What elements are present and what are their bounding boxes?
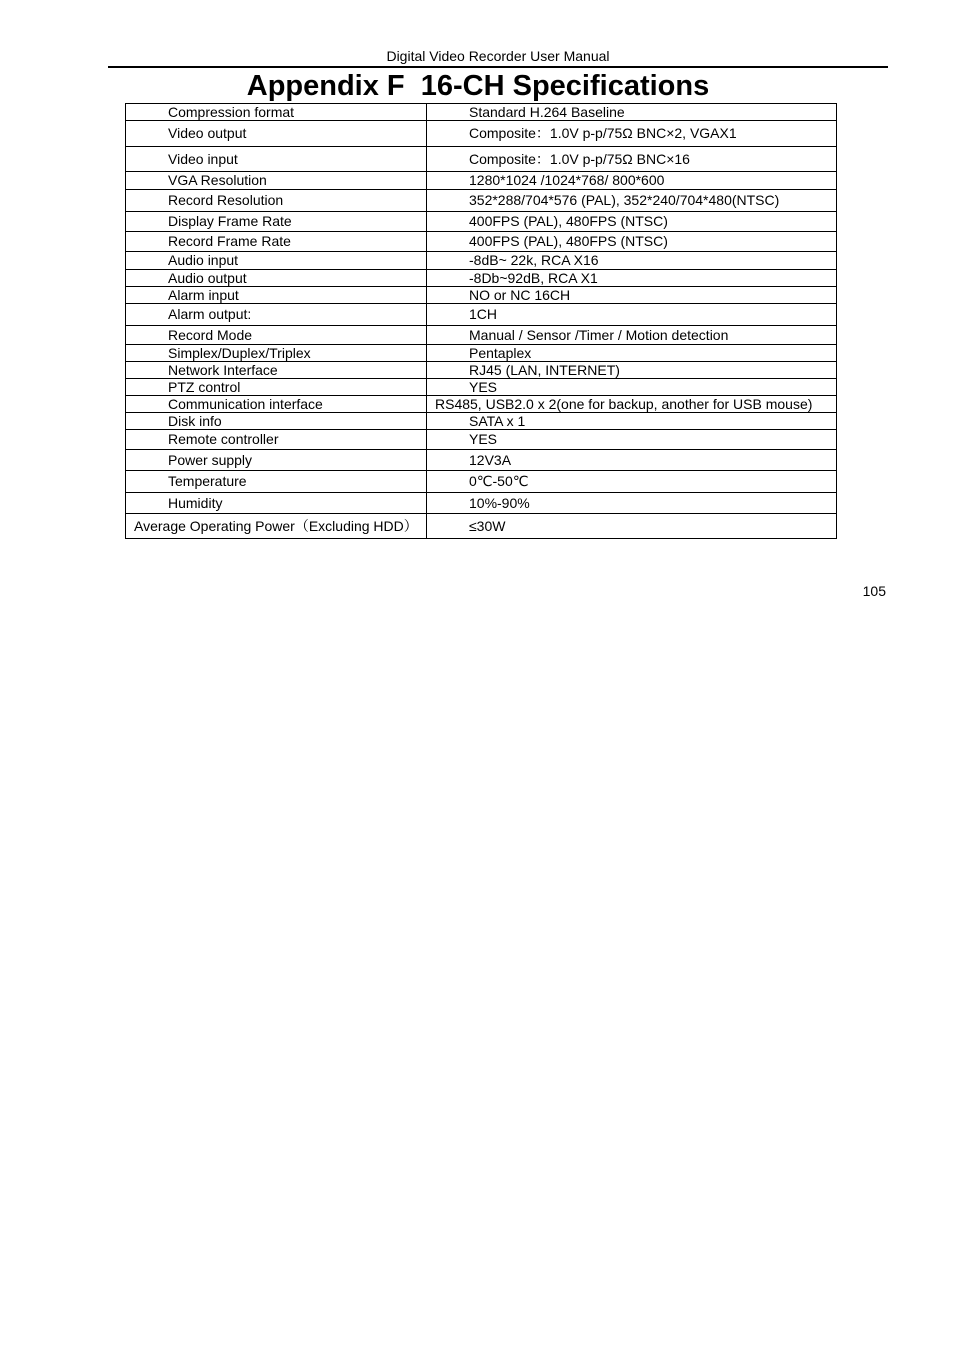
spec-param: Communication interface [126,396,427,413]
table-row [126,232,837,252]
spec-param: Humidity [126,493,427,514]
spec-param: Record Frame Rate [126,232,427,252]
spec-value: ≤30W [427,514,837,539]
spec-value: 352*288/704*576 (PAL), 352*240/704*480(NTSC) [427,190,837,212]
spec-value: 0℃-50℃ [427,471,837,493]
page-number: 105 [862,583,886,599]
table-row [126,493,837,514]
spec-param: Compression format [126,104,427,121]
table-row [126,212,837,232]
table-row [126,121,837,147]
spec-param: Remote controller [126,430,427,450]
table-row [126,450,837,471]
spec-param: VGA Resolution [126,172,427,190]
spec-value: -8Db~92dB, RCA X1 [427,270,837,287]
spec-value: 12V3A [427,450,837,471]
spec-value: NO or NC 16CH [427,287,837,304]
spec-value: YES [427,379,837,396]
spec-param: Display Frame Rate [126,212,427,232]
spec-param: Power supply [126,450,427,471]
table-row [126,326,837,345]
table-row [126,104,837,121]
spec-value: Standard H.264 Baseline [427,104,837,121]
running-header: Digital Video Recorder User Manual [386,48,610,64]
table-row [126,147,837,172]
table-row [126,252,837,270]
spec-param: Network Interface [126,362,427,379]
table-row [126,304,837,326]
table-row [126,362,837,379]
spec-value: SATA x 1 [427,413,837,430]
spec-param: Average Operating Power（Excluding HDD） [126,514,427,539]
table-row [126,430,837,450]
spec-value: YES [427,430,837,450]
spec-param: Temperature [126,471,427,493]
spec-value: RS485, USB2.0 x 2(one for backup, another for USB mouse) [427,396,837,413]
table-row [126,287,837,304]
table-row [126,396,837,413]
table-row [126,172,837,190]
spec-param: Simplex/Duplex/Triplex [126,345,427,362]
spec-param: Record Mode [126,326,427,345]
table-row [126,471,837,493]
spec-param: Video input [126,147,427,172]
table-row [126,270,837,287]
page-title: Appendix F 16-CH Specifications [246,70,710,102]
table-row [126,379,837,396]
table-row [126,514,837,539]
spec-param: Alarm output: [126,304,427,326]
spec-value: -8dB~ 22k, RCA X16 [427,252,837,270]
spec-value: 1CH [427,304,837,326]
spec-value: 1280*1024 /1024*768/ 800*600 [427,172,837,190]
spec-value: 400FPS (PAL), 480FPS (NTSC) [427,232,837,252]
table-row [126,190,837,212]
spec-param: Record Resolution [126,190,427,212]
spec-value: Manual / Sensor /Timer / Motion detection [427,326,837,345]
spec-value: Composite：1.0V p-p/75Ω BNC×16 [427,147,837,172]
spec-table [125,103,837,539]
spec-param: Audio output [126,270,427,287]
spec-value: 400FPS (PAL), 480FPS (NTSC) [427,212,837,232]
spec-value: 10%-90% [427,493,837,514]
spec-value: RJ45 (LAN, INTERNET) [427,362,837,379]
spec-param: PTZ control [126,379,427,396]
spec-param: Alarm input [126,287,427,304]
table-row [126,413,837,430]
spec-value: Pentaplex [427,345,837,362]
spec-param: Video output [126,121,427,147]
table-row [126,345,837,362]
spec-param: Audio input [126,252,427,270]
spec-param: Disk info [126,413,427,430]
spec-value: Composite：1.0V p-p/75Ω BNC×2, VGAX1 [427,121,837,147]
